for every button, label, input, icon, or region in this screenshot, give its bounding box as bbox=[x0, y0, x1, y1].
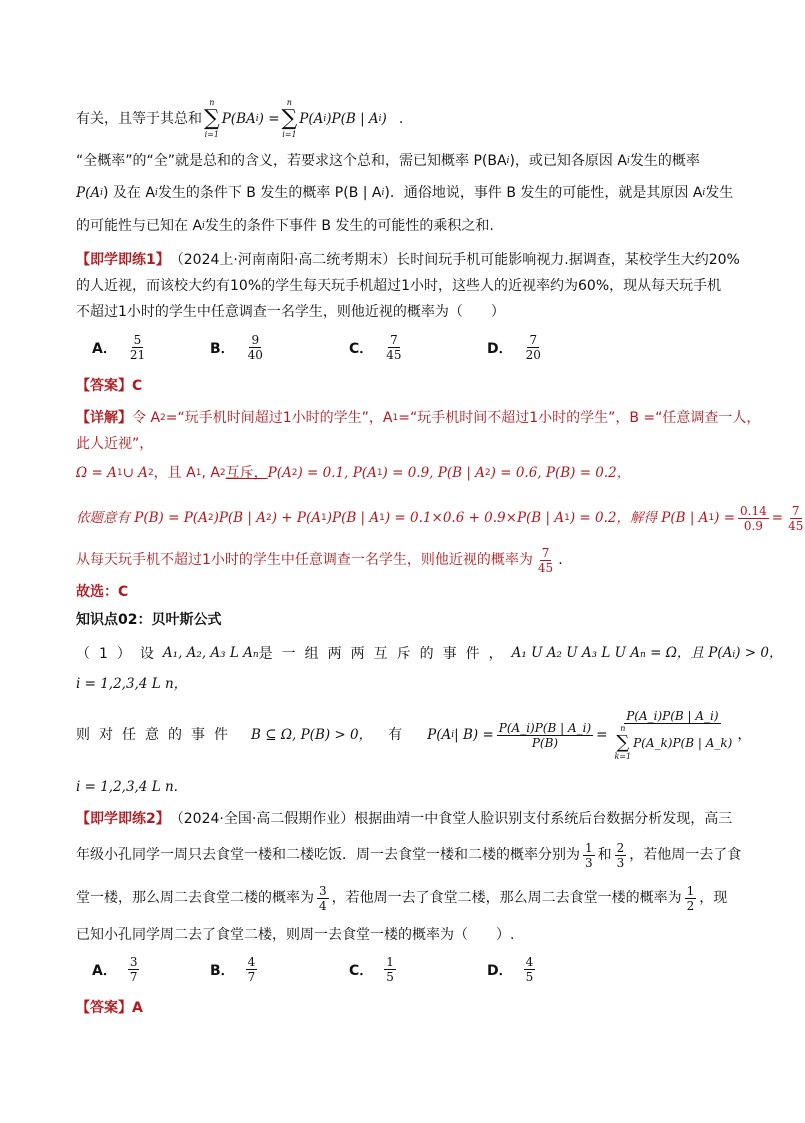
numerator: 1 bbox=[386, 955, 394, 969]
denominator: 20 bbox=[525, 348, 541, 362]
detail-text: 此人近视”， bbox=[76, 436, 154, 452]
detail-text: ，且 A bbox=[153, 465, 196, 481]
knowledge-text: （1）设 bbox=[76, 646, 163, 662]
formula-part: ) = 0.6, P(B) = 0.2， bbox=[490, 465, 631, 481]
formula-part: ) = 0.1, P(A bbox=[297, 465, 377, 481]
formula-part: A₁ U A₂ U A₃ L U A bbox=[511, 645, 641, 661]
exercise1-line-1 bbox=[76, 250, 740, 270]
denominator: 2 bbox=[686, 898, 695, 913]
knowledge-line-1: （1）设 A₁, A₂, A₃ L An 是一组两两互斥的事件， A₁ U A₂ U A₃ L U An = Ω，且 P(Ai) > 0， bbox=[76, 645, 783, 662]
intro-text: 发生的条件下事件 B 发生的可能性的乘积之和. bbox=[204, 218, 494, 234]
detail-line-1: 【详解】 令 A 2 =“玩手机时间超过1小时的学生”，A 1 =“玩手机时间不超过1小时的学生”，B =“任意调查一人， bbox=[76, 410, 761, 426]
denominator: 21 bbox=[129, 348, 146, 362]
numerator: 4 bbox=[525, 955, 534, 969]
option-c[interactable] bbox=[349, 955, 399, 984]
choice-text: 故选：C bbox=[76, 584, 129, 600]
answer-tag: 【答案】 bbox=[76, 1000, 132, 1016]
formula-part: ) = 0.9, P(B | A bbox=[382, 465, 485, 481]
exercise2-line-1 bbox=[76, 809, 733, 829]
sum-symbol: n ∑ i=1 bbox=[204, 98, 220, 139]
knowledge-text: 则对任意的事件 bbox=[76, 727, 237, 743]
equals: = bbox=[771, 510, 784, 526]
numerator: P(A_i)P(B | A_i) bbox=[498, 720, 592, 735]
formula-part: )P(B | A bbox=[326, 111, 379, 127]
formula-part: P(A bbox=[427, 727, 452, 743]
detail-line-3: Ω = A 1 ∪ A 2 ，且 A 1 , A 2 互斥， P(A 2 ) = 0.1, P(A 1 ) = 0.9, P(B | A 2 ) = 0.6, P(B) = 0.2， bbox=[76, 465, 631, 481]
option-fraction bbox=[128, 955, 140, 984]
formula-part: ) > 0， bbox=[735, 645, 783, 661]
detail-text: 令 A bbox=[132, 410, 161, 426]
detail-line-2 bbox=[76, 434, 720, 454]
option-b[interactable] bbox=[210, 333, 268, 362]
detail-text: 互斥， bbox=[225, 465, 268, 481]
formula-part: ) = bbox=[714, 510, 736, 526]
knowledge-line-4 bbox=[76, 777, 720, 797]
detail-text: =“玩手机时间不超过1小时的学生”，B =“任意调查一人， bbox=[398, 410, 761, 426]
question-text: 不超过1小时的学生中任意调查一名学生，则他近视的概率为（ ） bbox=[76, 304, 505, 320]
denominator: 3 bbox=[616, 855, 625, 870]
formula-part: ) bbox=[381, 111, 387, 127]
denominator: 45 bbox=[788, 518, 804, 533]
exercise2-answer bbox=[76, 998, 720, 1018]
intro-text: ) 及在 A bbox=[103, 185, 155, 201]
denominator: 40 bbox=[247, 348, 263, 362]
numerator: 5 bbox=[133, 333, 142, 347]
numerator: 1 bbox=[686, 883, 695, 898]
equals: = bbox=[596, 727, 608, 743]
exercise-tag: 【即学即练1】 bbox=[76, 252, 170, 268]
answer-tag: 【答案】 bbox=[76, 378, 132, 394]
intro-text: 发生 bbox=[705, 185, 734, 201]
detail-line-5 bbox=[76, 545, 720, 575]
formula-part: ) = 0.2，解得 P(B | A bbox=[569, 510, 709, 526]
option-d[interactable] bbox=[487, 955, 538, 984]
option-fraction bbox=[128, 333, 147, 362]
intro-text: 发生的条件下 B 发生的概率 P(B | A bbox=[157, 185, 382, 201]
bayes-fraction-1 bbox=[497, 721, 593, 750]
option-fraction bbox=[246, 955, 258, 984]
period: . bbox=[398, 111, 404, 127]
formula-part: P(A bbox=[267, 465, 292, 481]
exercise2-line-4 bbox=[76, 925, 720, 945]
fraction bbox=[536, 546, 555, 575]
numerator: 4 bbox=[247, 955, 256, 969]
numerator: 3 bbox=[129, 955, 138, 969]
sum-symbol: n ∑ i=1 bbox=[281, 98, 298, 139]
denominator: 7 bbox=[129, 970, 138, 984]
option-letter: C． bbox=[349, 962, 374, 979]
intro-text: “全概率”的“全”就是总和的含义，若要求这个总和，需已知概率 P(BA bbox=[76, 153, 507, 169]
option-letter: A． bbox=[92, 340, 117, 357]
question-text: ，若他周一去了食堂二楼，那么周二去食堂一楼的概率为 bbox=[331, 890, 682, 906]
formula-part: P(A bbox=[299, 111, 324, 127]
question-text: 年级小孔同学一周只去食堂一楼和二楼吃饭．周一去食堂一楼和二楼的概率分别为 bbox=[76, 847, 580, 863]
option-letter: B． bbox=[210, 962, 235, 979]
exercise-source: （2024·全国·高二假期作业） bbox=[169, 811, 355, 827]
intro-text: 有关，且等于其总和 bbox=[76, 111, 202, 127]
option-fraction bbox=[384, 955, 396, 984]
option-letter: C． bbox=[349, 340, 374, 357]
formula-part: i = 1,2,3,4 L n， bbox=[76, 676, 188, 692]
denominator: 45 bbox=[386, 348, 402, 362]
knowledge-line-2 bbox=[76, 674, 720, 694]
option-fraction bbox=[384, 333, 403, 362]
question-text: 长时间玩手机可能影响视力.据调查，某校学生大约20% bbox=[396, 252, 740, 268]
formula-part: ) + P(A bbox=[271, 510, 321, 526]
exercise1-line-3 bbox=[76, 302, 720, 322]
fraction bbox=[685, 884, 697, 913]
option-letter: A． bbox=[92, 962, 117, 979]
knowledge-text: 有 bbox=[388, 727, 412, 743]
formula-part: A₁, A₂, A₃ L A bbox=[162, 645, 253, 661]
period: . bbox=[558, 552, 563, 568]
intro-line-2: “全概率”的“全”就是总和的含义，若要求这个总和，需已知概率 P(BA i )，或已知各原因 A i 发生的概率 bbox=[76, 153, 700, 169]
question-text: 的人近视，而该校大约有10%的学生每天玩手机超过1小时，这些人的近视率约为60%，现从每天玩手机 bbox=[76, 278, 722, 294]
intro-text: 发生的概率 bbox=[629, 153, 700, 169]
exercise-tag: 【即学即练2】 bbox=[76, 811, 170, 827]
numerator: 3 bbox=[319, 883, 327, 898]
detail-tag: 【详解】 bbox=[76, 410, 132, 426]
formula-part: )P(B | A bbox=[326, 510, 380, 526]
question-text: 和 bbox=[597, 847, 612, 863]
exercise1-answer bbox=[76, 376, 720, 396]
intro-line-3: P(A i ) 及在 A i 发生的条件下 B 发生的概率 P(B | A i )．通俗地说，事件 B 发生的可能性，就是其原因 A i 发生 bbox=[76, 185, 734, 201]
detail-text: 从每天玩手机不超过1小时的学生中任意调查一名学生，则他近视的概率为 bbox=[76, 552, 533, 568]
sum-symbol: n ∑ k=1 bbox=[614, 723, 632, 761]
section-title: 知识点02：贝叶斯公式 bbox=[76, 612, 222, 628]
intro-line-1: 有关，且等于其总和 n ∑ i=1 P(BA i ) = n ∑ i=1 P(A i )P(B | A i ) . bbox=[76, 98, 404, 139]
option-a[interactable] bbox=[92, 955, 142, 984]
fraction bbox=[615, 841, 627, 870]
denominator: 7 bbox=[247, 970, 256, 984]
numerator: 7 bbox=[529, 333, 538, 347]
numerator: P(A_i)P(B | A_i) bbox=[626, 708, 719, 723]
numerator: 0.14 bbox=[740, 503, 767, 518]
intro-text: )，或已知各原因 A bbox=[509, 153, 627, 169]
numerator: 1 bbox=[585, 840, 593, 855]
option-fraction bbox=[524, 333, 543, 362]
formula-part: ) = 0.1×0.6 + 0.9×P(B | A bbox=[384, 510, 565, 526]
detail-text: , A bbox=[201, 465, 220, 481]
denominator: 4 bbox=[319, 898, 327, 913]
denominator: P(B) bbox=[531, 735, 559, 750]
formula-part: = Ω，且 P(A bbox=[645, 645, 733, 661]
detail-choose bbox=[76, 582, 720, 602]
formula-part: )P(B | A bbox=[213, 510, 266, 526]
intro-text: 的可能性与已知在 A bbox=[76, 218, 203, 234]
question-text: 堂一楼，那么周二去食堂二楼的概率为 bbox=[76, 890, 314, 906]
numerator: 9 bbox=[251, 333, 260, 347]
option-b[interactable] bbox=[210, 955, 260, 984]
exercise1-line-2 bbox=[76, 276, 720, 296]
formula-part: 依题意有 P(B) = P(A bbox=[76, 510, 208, 526]
option-fraction bbox=[524, 955, 536, 984]
formula-part: ) = bbox=[258, 111, 280, 127]
formula-part: P(A bbox=[76, 185, 101, 201]
question-text: 根据曲靖一中食堂人脸识别支付系统后台数据分析发现，高三 bbox=[354, 811, 733, 827]
knowledge-line-3: 则对任意的事件 B ⊆ Ω, P(B) > 0， 有 P(A i | B) = $\frac{P(A\_i)P(B | A\_i)}{P(B)}$ = P(A_i)P(B | A_i) n ∑ k=1 P(A_k)P(B | A_k) ， bbox=[76, 708, 752, 761]
denominator: P(A_k)P(B | A_k) bbox=[633, 735, 733, 750]
exercise-source: （2024上·河南南阳·高二统考期末） bbox=[169, 252, 397, 268]
numerator: 2 bbox=[616, 840, 625, 855]
fraction bbox=[786, 504, 805, 533]
knowledge-text: 是一组两两互斥的事件， bbox=[258, 646, 512, 662]
question-text: ，现 bbox=[699, 890, 728, 906]
option-d[interactable] bbox=[487, 333, 546, 362]
denominator: 3 bbox=[585, 855, 593, 870]
fraction bbox=[738, 504, 769, 533]
answer-value: C bbox=[132, 378, 143, 394]
option-a[interactable] bbox=[92, 333, 150, 362]
option-fraction bbox=[246, 333, 265, 362]
option-c[interactable] bbox=[349, 333, 407, 362]
detail-text: =“玩手机时间超过1小时的学生”，A bbox=[165, 410, 393, 426]
option-letter: B． bbox=[210, 340, 235, 357]
formula-part: ∪ A bbox=[122, 465, 148, 481]
formula-part: i = 1,2,3,4 L n. bbox=[76, 779, 178, 795]
denominator: 5 bbox=[386, 970, 394, 984]
intro-line-4: 的可能性与已知在 A i 发生的条件下事件 B 发生的可能性的乘积之和. bbox=[76, 218, 494, 234]
fraction bbox=[317, 884, 329, 913]
formula-part: P(BA bbox=[221, 111, 256, 127]
intro-text: )．通俗地说，事件 B 发生的可能性，就是其原因 A bbox=[384, 185, 703, 201]
numerator: 7 bbox=[390, 333, 398, 347]
question-text: ，若他周一去了食 bbox=[629, 847, 742, 863]
denominator: 45 bbox=[537, 560, 554, 575]
formula-part: Ω = A bbox=[76, 465, 117, 481]
denominator-wrap bbox=[610, 724, 734, 762]
denominator: 5 bbox=[525, 970, 534, 984]
fraction bbox=[583, 841, 595, 870]
question-text: 已知小孔同学周二去了食堂二楼，则周一去食堂一楼的概率为（ ）. bbox=[76, 927, 515, 943]
formula-part: B ⊆ Ω, P(B) > 0， bbox=[251, 727, 373, 743]
exercise2-line-3 bbox=[76, 882, 728, 914]
answer-value: A bbox=[132, 1000, 143, 1016]
numerator: 7 bbox=[541, 545, 550, 560]
detail-line-4: 依题意有 P(B) = P(A 2 )P(B | A 2 ) + P(A 1 )P(B | A 1 ) = 0.1×0.6 + 0.9×P(B | A 1 ) = 0.2，解得 P(B | A 1 ) = $\frac{0.14}{0.9}$ = $\frac{7}{45}$ bbox=[76, 503, 804, 533]
denominator: 0.9 bbox=[743, 518, 763, 533]
exercise2-line-2 bbox=[76, 839, 742, 871]
option-letter: D． bbox=[487, 962, 513, 979]
comma: ， bbox=[737, 727, 752, 743]
option-letter: D． bbox=[487, 340, 513, 357]
numerator: 7 bbox=[791, 503, 800, 518]
formula-part: | B) = bbox=[454, 727, 494, 743]
bayes-fraction-2 bbox=[610, 709, 734, 762]
knowledge-title bbox=[76, 610, 720, 630]
